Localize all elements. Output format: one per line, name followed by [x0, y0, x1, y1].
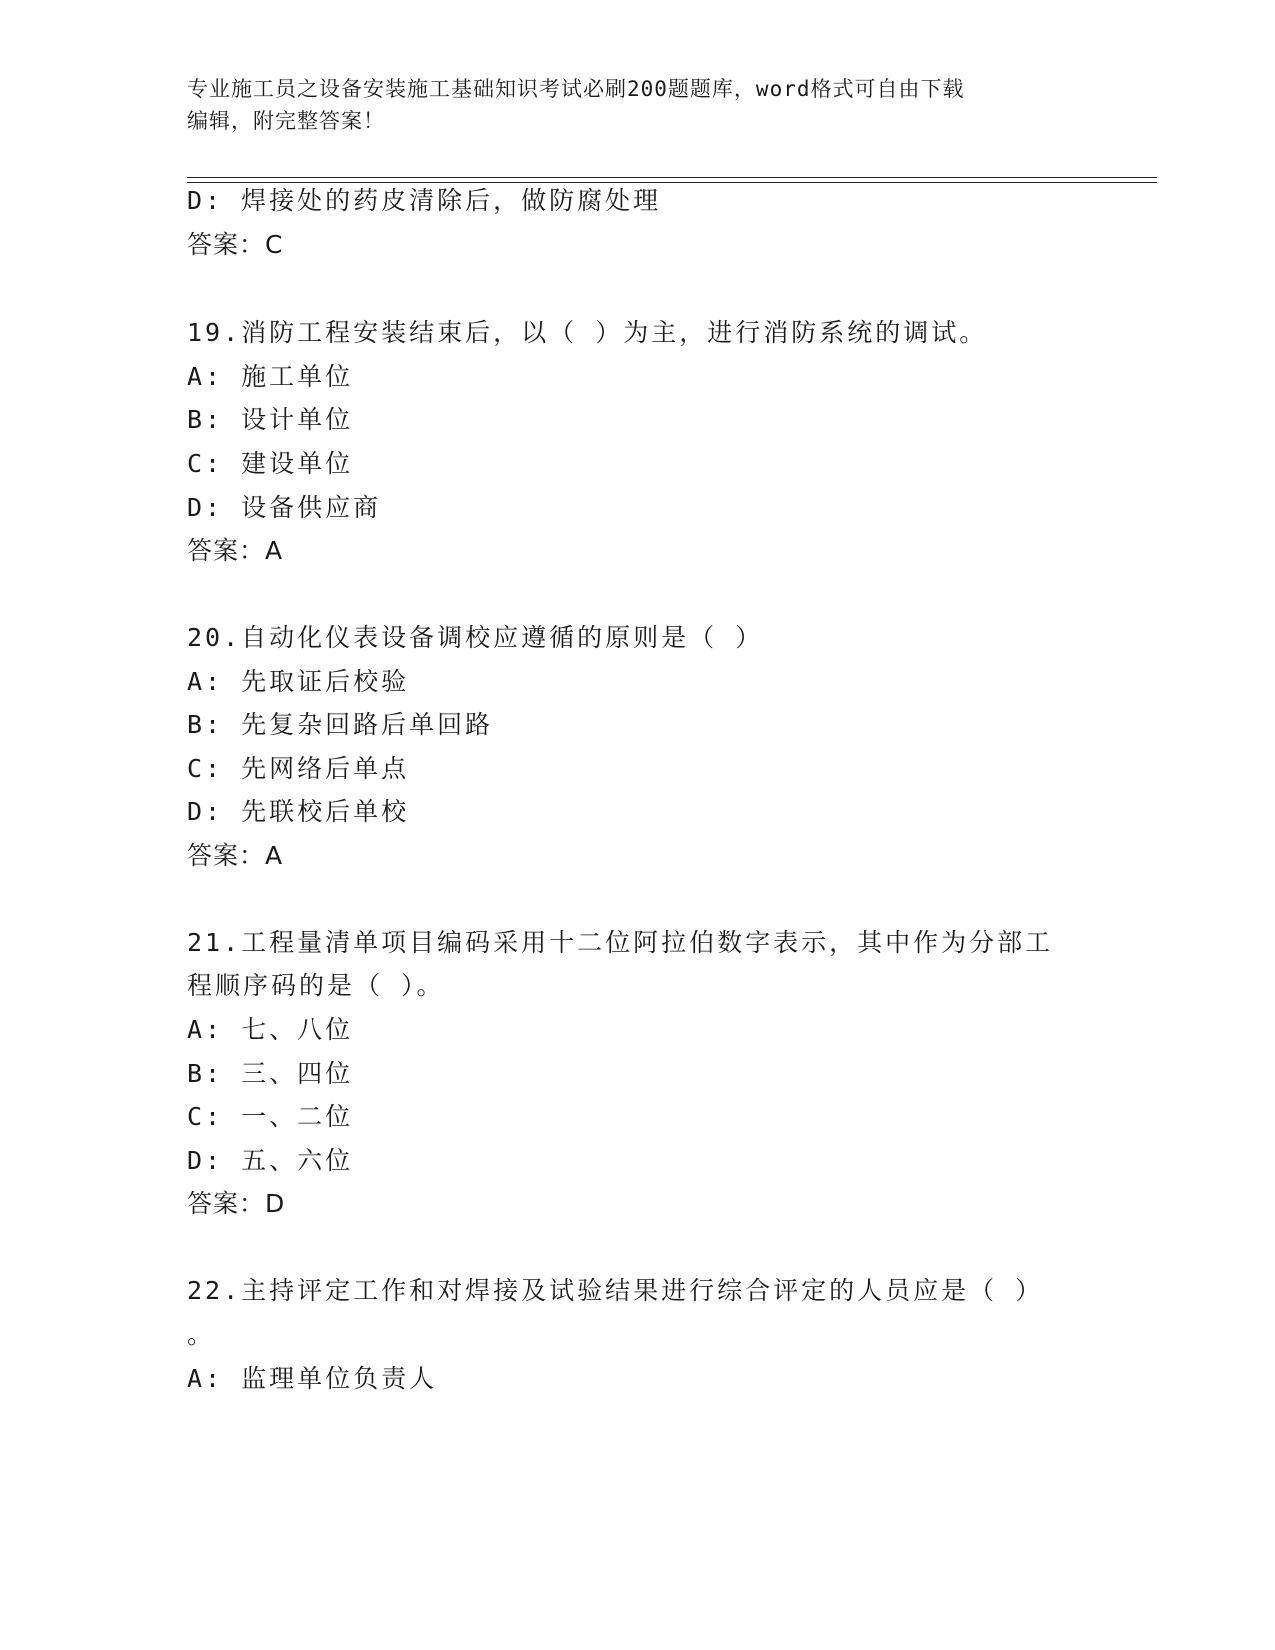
header-line-1: 专业施工员之设备安装施工基础知识考试必刷200题题库，word格式可自由下载	[187, 77, 965, 101]
question-stem-continued: 。	[187, 1320, 216, 1349]
option-d: D: 焊接处的药皮清除后，做防腐处理	[187, 186, 662, 215]
answer: 答案：D	[187, 1189, 286, 1218]
document-header	[187, 73, 1087, 137]
option-a: A: 施工单位	[187, 362, 354, 391]
question-stem: 22.主持评定工作和对焊接及试验结果进行综合评定的人员应是（ ）	[187, 1276, 1044, 1305]
answer: 答案：A	[187, 536, 284, 565]
question-stem: 20.自动化仪表设备调校应遵循的原则是（ ）	[187, 623, 764, 652]
option-a: A: 七、八位	[187, 1015, 354, 1044]
option-d: D: 五、六位	[187, 1146, 354, 1175]
option-b: B: 设计单位	[187, 405, 354, 434]
option-c: C: 建设单位	[187, 449, 354, 478]
header-line-2: 编辑，附完整答案！	[187, 109, 385, 133]
option-d: D: 设备供应商	[187, 493, 382, 522]
header-divider-bottom	[187, 182, 1157, 183]
option-a: A: 监理单位负责人	[187, 1364, 438, 1393]
question-stem: 21.工程量清单项目编码采用十二位阿拉伯数字表示，其中作为分部工	[187, 928, 1054, 957]
question-stem: 19.消防工程安装结束后，以（ ）为主，进行消防系统的调试。	[187, 318, 988, 347]
option-d: D: 先联校后单校	[187, 797, 410, 826]
header-divider-top	[187, 177, 1157, 178]
answer: 答案：C	[187, 230, 284, 259]
option-a: A: 先取证后校验	[187, 667, 410, 696]
answer: 答案：A	[187, 841, 284, 870]
option-c: C: 一、二位	[187, 1102, 354, 1131]
option-b: B: 先复杂回路后单回路	[187, 710, 494, 739]
question-stem-continued: 程顺序码的是（ ）。	[187, 971, 445, 1000]
option-c: C: 先网络后单点	[187, 754, 410, 783]
option-b: B: 三、四位	[187, 1059, 354, 1088]
